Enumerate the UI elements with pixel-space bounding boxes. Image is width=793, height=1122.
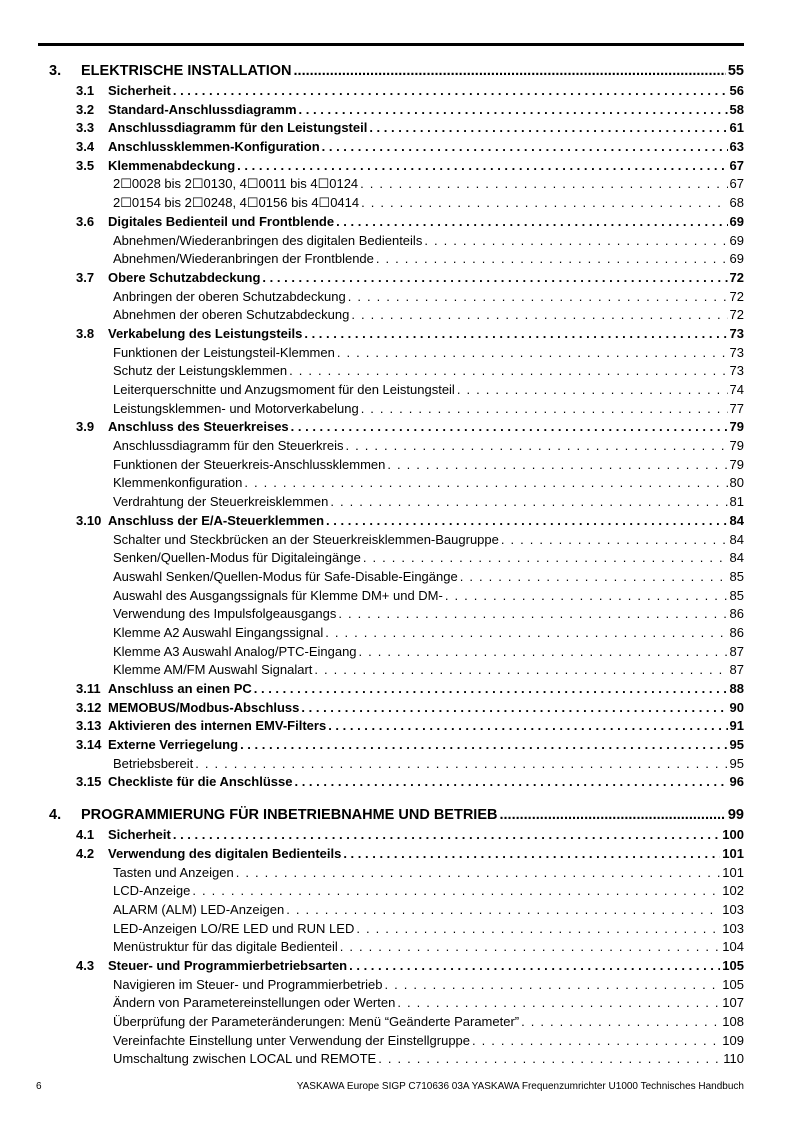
toc-entry-sec[interactable] (44, 826, 744, 845)
dot-leader (336, 213, 727, 232)
toc-entry-chap[interactable] (44, 60, 744, 82)
toc-title: PROGRAMMIERUNG FÜR INBETRIEBNAHME UND BETRIEB (81, 807, 498, 824)
toc-title: Funktionen der Steuerkreis-Anschlussklemmen (113, 456, 386, 472)
toc-title: Klemmenkonfiguration (113, 475, 243, 491)
toc-page-number: 77 (729, 400, 744, 416)
dot-leader (351, 306, 727, 325)
toc-title: Anschluss an einen PC (108, 681, 252, 696)
dot-leader (192, 882, 720, 901)
toc-page-number: 81 (729, 494, 744, 510)
toc-title: Externe Verriegelung (108, 737, 239, 753)
toc-page-number: 88 (729, 681, 744, 696)
toc-entry-sub[interactable] (44, 661, 744, 680)
toc-page-number: 107 (722, 995, 744, 1011)
toc-page-number: 58 (729, 101, 744, 117)
toc-entry-sec[interactable] (44, 138, 744, 157)
toc-number: 3.10 (76, 512, 102, 528)
page-footer (36, 1081, 744, 1092)
toc-number: 3.8 (76, 325, 95, 341)
toc-title: Klemme A3 Auswahl Analog/PTC-Eingang (113, 643, 357, 659)
toc-title: Aktivieren des internen EMV-Filters (108, 718, 327, 734)
toc-entry-sub[interactable] (44, 976, 744, 995)
toc-page-number: 74 (729, 382, 744, 397)
toc-number: 3.12 (76, 699, 102, 715)
dot-leader (360, 175, 727, 194)
dot-leader (445, 587, 728, 606)
toc-entry-sub[interactable] (44, 456, 744, 475)
toc-title: Überprüfung der Parameteränderungen: Menü “Geänderte Parameter” (113, 1014, 520, 1029)
toc-page-number: 79 (729, 438, 744, 454)
toc-number: 4.1 (76, 827, 95, 843)
dot-leader (326, 512, 728, 531)
toc-page-number: 84 (729, 531, 744, 547)
toc-entry-sub[interactable] (44, 624, 744, 643)
toc-entry-sub[interactable] (44, 381, 744, 400)
dot-leader (499, 804, 725, 826)
toc-entry-chap[interactable] (44, 804, 744, 826)
toc-title: Anbringen der oberen Schutzabdeckung (113, 288, 346, 304)
dot-leader (397, 994, 720, 1013)
toc-title: Klemme A2 Auswahl Eingangssignal (113, 624, 324, 640)
toc-title: Auswahl Senken/Quellen-Modus für Safe-Disable-Eingänge (113, 568, 458, 584)
dot-leader (457, 381, 728, 400)
toc-entry-sub[interactable] (44, 493, 744, 512)
dot-leader (361, 400, 728, 419)
toc-page-number: 95 (729, 755, 744, 771)
toc-entry-sub[interactable] (44, 232, 744, 251)
toc-page-number: 63 (729, 139, 744, 155)
toc-entry-sec[interactable] (44, 119, 744, 138)
toc-entry-sub[interactable] (44, 194, 744, 213)
toc-page-number: 69 (729, 232, 744, 248)
toc-title: Anschlussdiagramm für den Steuerkreis (113, 438, 344, 454)
toc-entry-sub[interactable] (44, 531, 744, 550)
toc-title: LCD-Anzeige (113, 883, 191, 899)
dot-leader (299, 101, 728, 120)
dot-leader (294, 773, 727, 792)
toc-title: Anschluss der E/A-Steuerklemmen (108, 512, 325, 528)
dot-leader (472, 1032, 720, 1051)
toc-title: Sicherheit (108, 827, 171, 843)
dot-leader (301, 699, 727, 718)
toc-entry-sub[interactable] (44, 938, 744, 957)
toc-title: Navigieren im Steuer- und Programmierbetrieb (113, 976, 383, 992)
page-number: 6 (36, 1081, 42, 1092)
toc-title: Anschlussdiagramm für den Leistungsteil (108, 120, 368, 136)
toc-page-number: 80 (729, 475, 744, 491)
toc-entry-sub[interactable] (44, 920, 744, 939)
toc-entry-sec[interactable] (44, 82, 744, 101)
toc-entry-sub[interactable] (44, 864, 744, 883)
toc-page-number: 84 (729, 550, 744, 566)
dot-leader (338, 605, 727, 624)
toc-page-number: 109 (722, 1032, 744, 1048)
toc-number: 3.7 (76, 269, 95, 285)
dot-leader (376, 250, 728, 269)
toc-page-number: 72 (729, 288, 744, 304)
toc-entry-sub[interactable] (44, 288, 744, 307)
toc-entry-sec[interactable] (44, 957, 744, 976)
dot-leader (173, 82, 728, 101)
toc-title: Auswahl des Ausgangssignals für Klemme DM+ und DM- (113, 587, 443, 603)
dot-leader (286, 901, 720, 920)
toc-number: 3.5 (76, 157, 95, 173)
toc-entry-sub[interactable] (44, 882, 744, 901)
dot-leader (521, 1013, 720, 1032)
dot-leader (369, 119, 727, 138)
toc-title: MEMOBUS/Modbus-Abschluss (108, 699, 300, 715)
dot-leader (460, 568, 728, 587)
toc-number: 3.3 (76, 120, 95, 136)
toc-title: Senken/Quellen-Modus für Digitaleingänge (113, 550, 361, 566)
toc-title: Schalter und Steckbrücken an der Steuerkreisklemmen-Baugruppe (113, 531, 499, 547)
dot-leader (359, 643, 728, 662)
dot-leader (254, 680, 728, 699)
dot-leader (346, 437, 728, 456)
toc-title: Anschluss des Steuerkreises (108, 419, 289, 435)
dot-leader (237, 157, 727, 176)
toc-number: 3.2 (76, 101, 95, 117)
toc-entry-sub[interactable] (44, 549, 744, 568)
dot-leader (195, 755, 727, 774)
toc-title: Ändern von Parametereinstellungen oder Werten (113, 995, 396, 1011)
top-rule (38, 43, 744, 46)
toc-entry-sub[interactable] (44, 994, 744, 1013)
toc-entry-sec[interactable] (44, 157, 744, 176)
toc-entry-sec[interactable] (44, 418, 744, 437)
dot-leader (340, 938, 721, 957)
toc-page-number: 108 (722, 1014, 744, 1029)
toc-entry-sec[interactable] (44, 512, 744, 531)
toc-title: Klemme AM/FM Auswahl Signalart (113, 662, 313, 678)
toc-title: Tasten und Anzeigen (113, 864, 234, 880)
toc-entry-sub[interactable] (44, 1013, 744, 1032)
toc-title: Sicherheit (108, 83, 171, 98)
toc-title: Umschaltung zwischen LOCAL und REMOTE (113, 1051, 377, 1067)
toc-page-number: 79 (729, 456, 744, 472)
dot-leader (244, 474, 727, 493)
toc-page-number: 67 (729, 157, 744, 173)
toc-page-number: 67 (729, 176, 744, 192)
toc-title: LED-Anzeigen LO/RE LED und RUN LED (113, 920, 355, 936)
toc-page-number: 100 (722, 827, 744, 843)
toc-entry-sub[interactable] (44, 587, 744, 606)
toc-entry-sub[interactable] (44, 755, 744, 774)
dot-leader (378, 1050, 721, 1069)
toc-entry-sec[interactable] (44, 717, 744, 736)
footer-text: YASKAWA Europe SIGP C710636 03A YASKAWA Frequenzumrichter U1000 Technisches Handbuch (296, 1081, 744, 1092)
dot-leader (501, 531, 728, 550)
toc-page-number: 85 (729, 568, 744, 584)
toc-entry-sub[interactable] (44, 474, 744, 493)
toc-page-number: 73 (729, 363, 744, 379)
toc-entry-sub[interactable] (44, 175, 744, 194)
toc-page-number: 72 (729, 269, 744, 285)
toc-title: ALARM (ALM) LED-Anzeigen (113, 901, 285, 917)
toc-entry-sub[interactable] (44, 362, 744, 381)
dot-leader (304, 325, 727, 344)
toc-number: 4.3 (76, 957, 95, 973)
toc-entry-sub[interactable] (44, 437, 744, 456)
toc-page-number: 69 (729, 251, 744, 267)
toc-title: Abnehmen der oberen Schutzabdeckung (113, 307, 350, 323)
toc-title: 2☐0154 bis 2☐0248, 4☐0156 bis 4☐0414 (113, 195, 360, 211)
toc-entry-sub[interactable] (44, 605, 744, 624)
toc-title: Klemmenabdeckung (108, 157, 236, 173)
toc-title: Abnehmen/Wiederanbringen der Frontblende (113, 251, 374, 267)
toc-number: 3. (49, 63, 62, 79)
toc-page-number: 73 (729, 344, 744, 360)
toc-title: Verkabelung des Leistungsteils (108, 325, 303, 341)
dot-leader (361, 194, 727, 213)
toc-page-number: 86 (729, 606, 744, 622)
dot-leader (262, 269, 727, 288)
dot-leader (173, 826, 720, 845)
dot-leader (328, 717, 727, 736)
toc-page-number: 101 (722, 845, 744, 861)
toc-page-number: 79 (729, 419, 744, 435)
dot-leader (236, 864, 721, 883)
toc-entry-sec[interactable] (44, 680, 744, 699)
toc-page-number: 87 (729, 643, 744, 659)
toc-number: 3.14 (76, 737, 102, 753)
dot-leader (240, 736, 727, 755)
toc-title: Leiterquerschnitte und Anzugsmoment für den Leistungsteil (113, 382, 455, 397)
toc-title: Betriebsbereit (113, 755, 194, 771)
toc-title: Verwendung des Impulsfolgeausgangs (113, 606, 337, 622)
toc-title: Schutz der Leistungsklemmen (113, 363, 288, 379)
toc-page-number: 90 (729, 699, 744, 715)
toc-number: 3.4 (76, 139, 95, 155)
toc-title: Standard-Anschlussdiagramm (108, 101, 297, 117)
toc-title: Checkliste für die Anschlüsse (108, 774, 293, 790)
toc-page-number: 102 (722, 883, 744, 899)
toc-entry-sec[interactable] (44, 736, 744, 755)
dot-leader (385, 976, 721, 995)
toc-title: Funktionen der Leistungsteil-Klemmen (113, 344, 335, 360)
toc-title: Vereinfachte Einstellung unter Verwendung der Einstellgruppe (113, 1032, 471, 1048)
toc-page-number: 87 (729, 662, 744, 678)
toc-title: Verwendung des digitalen Bedienteils (108, 845, 342, 861)
toc-entry-sub[interactable] (44, 400, 744, 419)
dot-leader (387, 456, 727, 475)
toc-title: Leistungsklemmen- und Motorverkabelung (113, 400, 359, 416)
toc-page-number: 55 (727, 63, 744, 79)
toc-entry-sub[interactable] (44, 306, 744, 325)
dot-leader (363, 549, 728, 568)
toc-page-number: 85 (729, 587, 744, 603)
toc-page-number: 73 (729, 325, 744, 341)
toc-title: 2☐0028 bis 2☐0130, 4☐0011 bis 4☐0124 (113, 176, 359, 192)
toc-title: Anschlussklemmen-Konfiguration (108, 139, 320, 155)
dot-leader (325, 624, 727, 643)
toc-page-number: 68 (729, 195, 744, 211)
toc-entry-sec[interactable] (44, 845, 744, 864)
toc-entry-sub[interactable] (44, 568, 744, 587)
dot-leader (356, 920, 720, 939)
toc-title: Menüstruktur für das digitale Bedienteil (113, 939, 338, 955)
toc-page-number: 96 (729, 774, 744, 790)
toc-entry-sec[interactable] (44, 699, 744, 718)
toc-title: Verdrahtung der Steuerkreisklemmen (113, 494, 329, 510)
dot-leader (330, 493, 727, 512)
toc-number: 4.2 (76, 845, 95, 861)
toc-entry-sub[interactable] (44, 1050, 744, 1069)
toc-entry-sub[interactable] (44, 344, 744, 363)
toc-number: 4. (49, 807, 62, 824)
toc-title: Abnehmen/Wiederanbringen des digitalen Bedienteils (113, 232, 423, 248)
toc-page-number: 86 (729, 624, 744, 640)
toc-page-number: 103 (722, 901, 744, 917)
toc-number: 3.13 (76, 718, 102, 734)
toc-page-number: 91 (729, 718, 744, 734)
dot-leader (343, 845, 720, 864)
dot-leader (289, 362, 727, 381)
dot-leader (322, 138, 728, 157)
toc-title: Digitales Bedienteil und Frontblende (108, 213, 335, 229)
toc-number: 3.9 (76, 419, 95, 435)
toc-entry-sub[interactable] (44, 643, 744, 662)
toc-entry-sec[interactable] (44, 269, 744, 288)
toc-page-number: 72 (729, 307, 744, 323)
toc-entry-sec[interactable] (44, 213, 744, 232)
dot-leader (337, 344, 728, 363)
dot-leader (424, 232, 727, 251)
toc-number: 3.6 (76, 213, 95, 229)
toc-number: 3.11 (76, 681, 101, 696)
toc-page-number: 105 (722, 976, 744, 992)
toc-entry-sec[interactable] (44, 101, 744, 120)
toc-page-number: 110 (723, 1051, 744, 1067)
toc-title: Steuer- und Programmierbetriebsarten (108, 957, 348, 973)
table-of-contents (44, 60, 744, 1069)
toc-entry-sub[interactable] (44, 250, 744, 269)
dot-leader (291, 418, 728, 437)
dot-leader (348, 288, 728, 307)
toc-title: Obere Schutzabdeckung (108, 269, 261, 285)
toc-number: 3.15 (76, 774, 102, 790)
toc-page-number: 105 (722, 957, 744, 973)
toc-entry-sub[interactable] (44, 901, 744, 920)
dot-leader (314, 661, 727, 680)
toc-entry-sec[interactable] (44, 773, 744, 792)
toc-entry-sec[interactable] (44, 325, 744, 344)
toc-page-number: 69 (729, 213, 744, 229)
toc-page-number: 95 (729, 737, 744, 753)
toc-page-number: 56 (729, 83, 744, 98)
toc-page-number: 103 (722, 920, 744, 936)
dot-leader (349, 957, 720, 976)
toc-page-number: 104 (722, 939, 744, 955)
toc-title: ELEKTRISCHE INSTALLATION (81, 63, 292, 79)
dot-leader (294, 60, 726, 82)
toc-page-number: 61 (729, 120, 744, 136)
toc-page-number: 99 (727, 807, 744, 824)
toc-number: 3.1 (76, 83, 95, 98)
toc-page-number: 101 (722, 864, 744, 880)
toc-page-number: 84 (729, 512, 744, 528)
toc-entry-sub[interactable] (44, 1032, 744, 1051)
